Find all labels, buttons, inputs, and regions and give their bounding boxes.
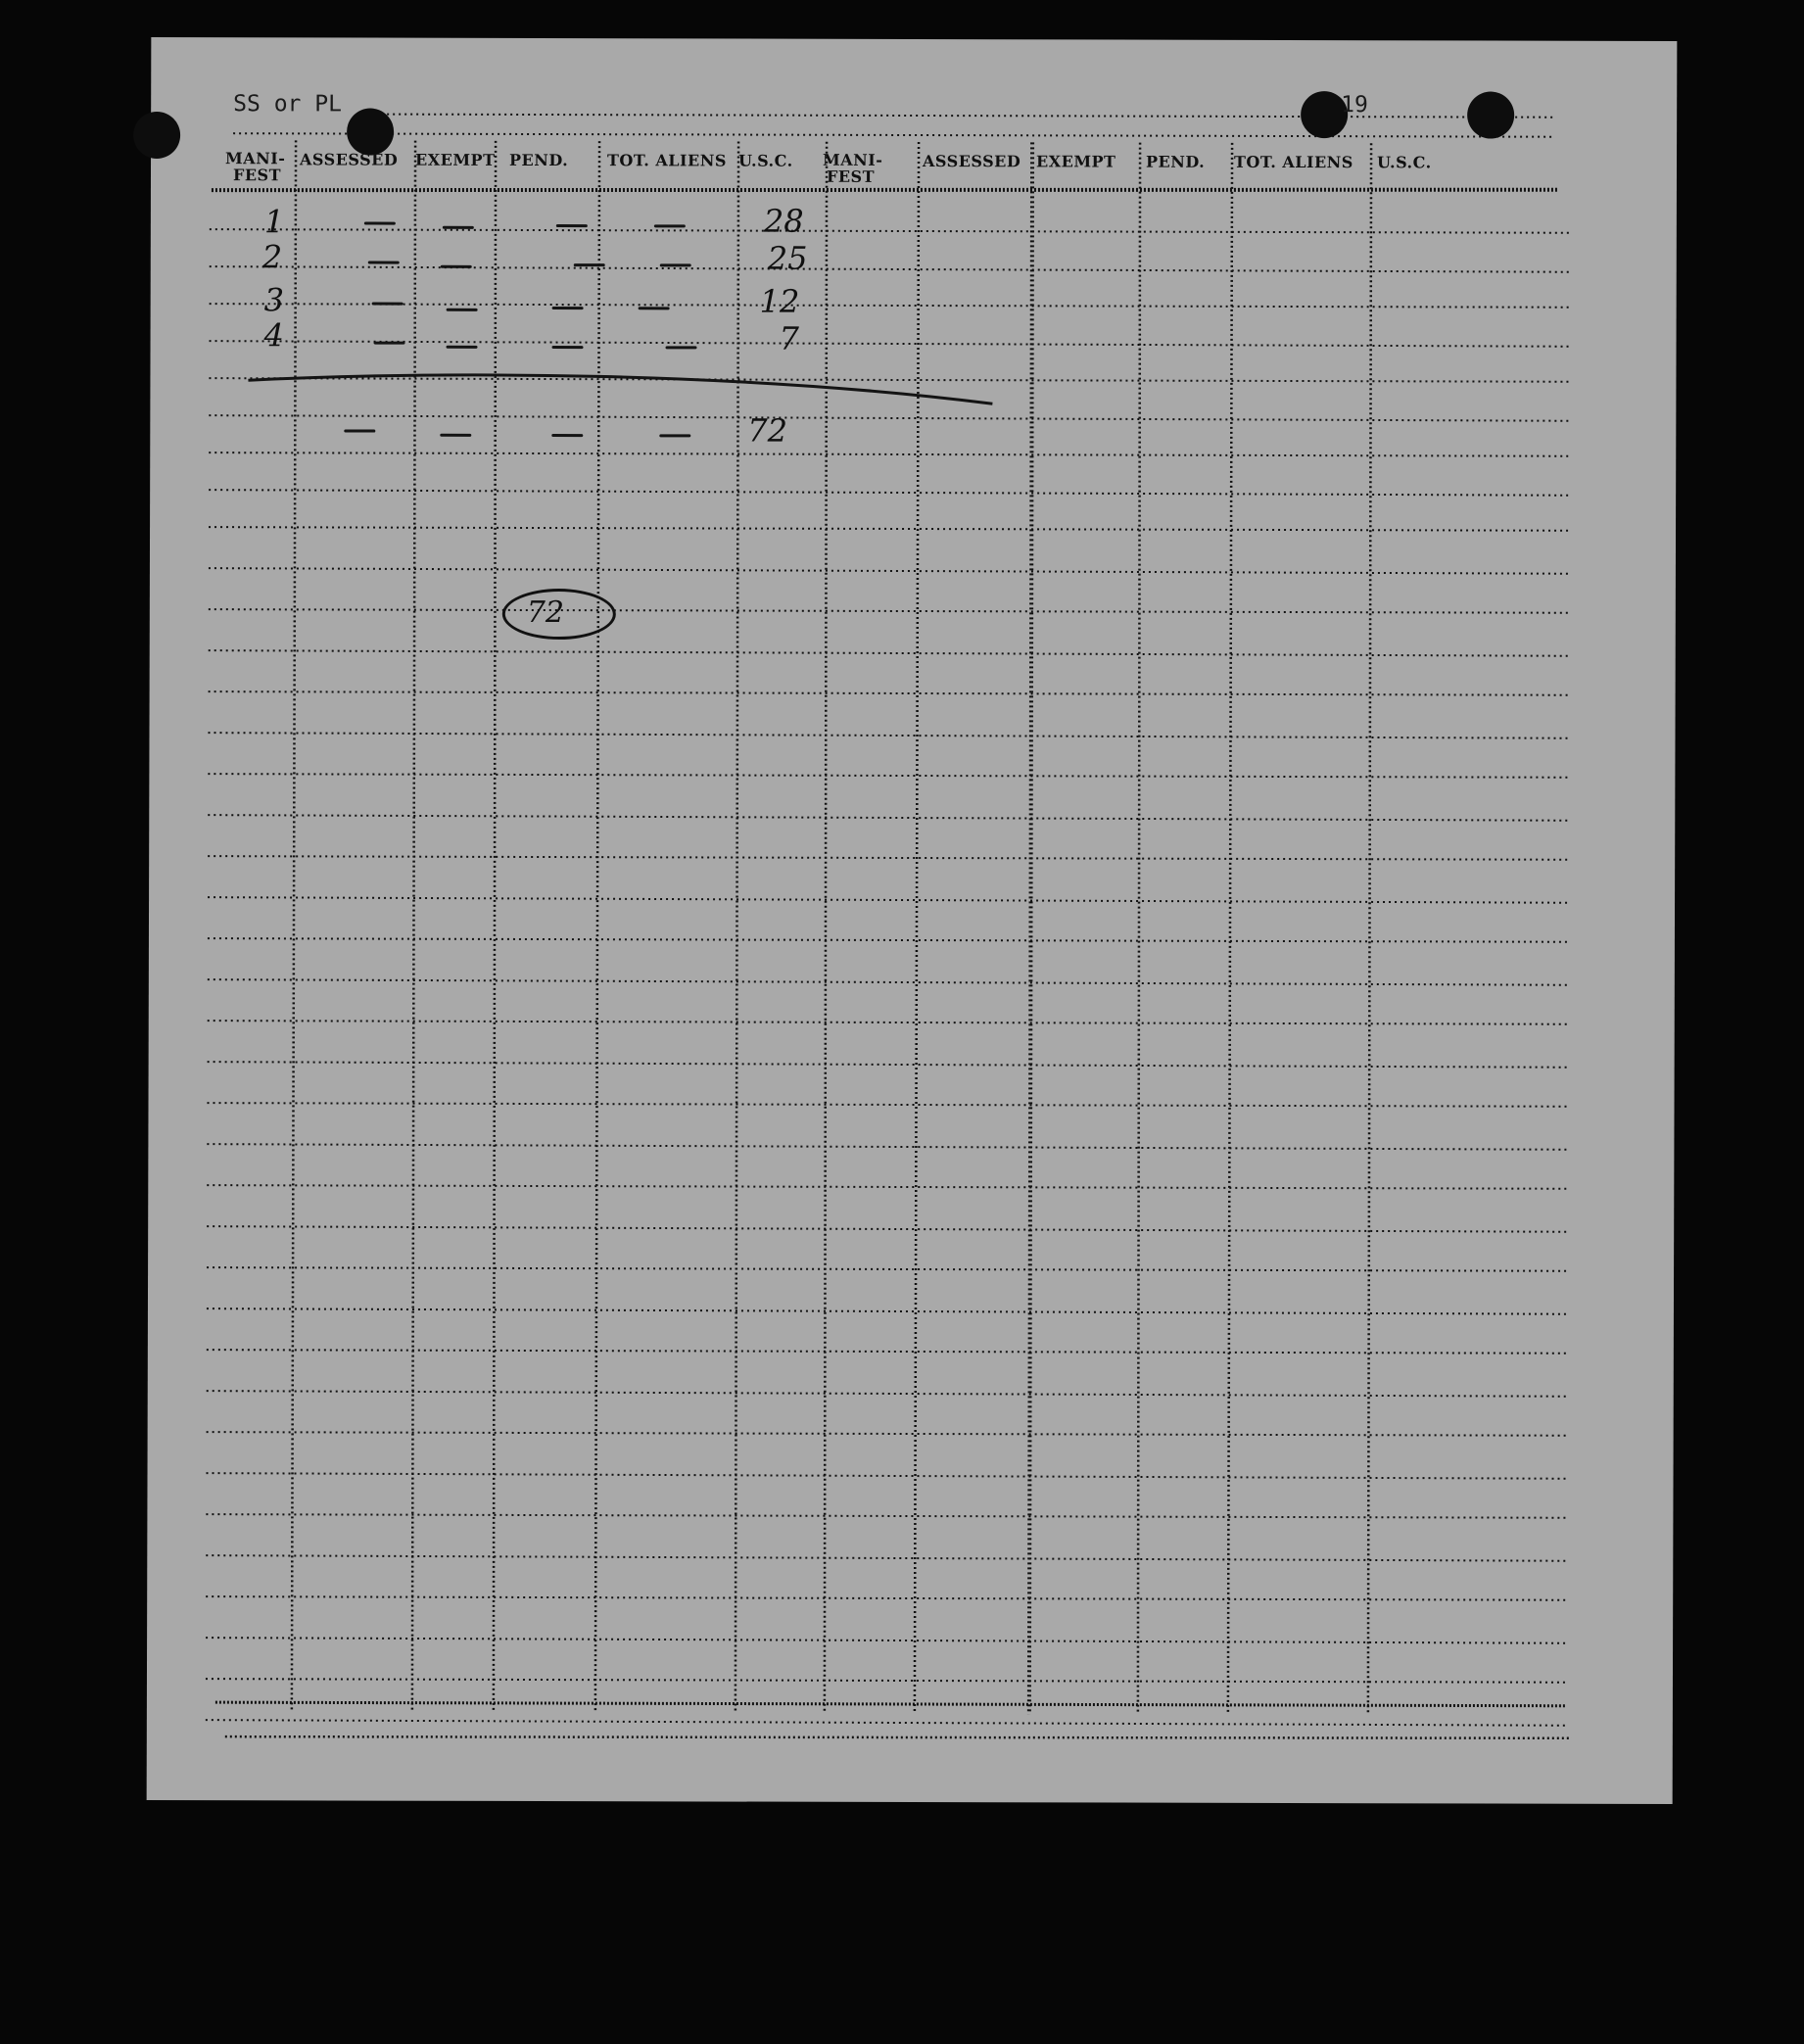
circled-total — [502, 589, 616, 640]
row-rule — [207, 1226, 1568, 1232]
entry-2-pend — [574, 263, 605, 266]
row-rule — [210, 229, 1571, 233]
row-rule — [209, 378, 1570, 382]
col-header-tot-aliens: TOT. ALIENS — [607, 151, 727, 170]
entry-3-assessed — [372, 303, 404, 306]
row-rule — [207, 1473, 1568, 1479]
row-rule — [207, 1267, 1568, 1271]
row-rule — [206, 1514, 1567, 1518]
total-exempt — [440, 434, 471, 437]
rule-top-2 — [233, 133, 1553, 137]
header-rule — [212, 186, 1559, 194]
entry-3-tot-aliens — [639, 307, 670, 309]
row-rule — [208, 774, 1569, 778]
row-rule — [208, 1021, 1569, 1024]
row-rule — [209, 609, 1570, 613]
entry-3-manifest: 3 — [263, 281, 285, 319]
sum-underline — [248, 374, 992, 404]
ship-label: SS or PL — [233, 91, 342, 118]
col-header-tot-aliens-2: TOT. ALIENS — [1234, 152, 1353, 172]
row-rule — [209, 527, 1570, 531]
col-header-usc-2: U.S.C. — [1377, 153, 1432, 172]
entry-3-usc: 12 — [759, 282, 800, 320]
total-assessed — [344, 429, 375, 432]
col-header-exempt: EXEMPT — [415, 150, 496, 169]
entry-4-usc: 7 — [779, 319, 799, 357]
row-rule — [209, 490, 1570, 496]
row-rule — [209, 691, 1570, 695]
col-header-manifest-2: MANI- FEST — [823, 150, 883, 186]
row-rule — [208, 733, 1569, 738]
row-rule — [210, 304, 1571, 308]
row-rule — [207, 1308, 1568, 1314]
entry-1-exempt — [443, 226, 474, 229]
entry-2-assessed — [368, 261, 400, 264]
row-rule — [208, 897, 1569, 903]
entry-4-assessed — [374, 342, 405, 345]
column-rule — [1136, 143, 1142, 1715]
row-rule — [206, 1555, 1567, 1561]
row-rule — [208, 938, 1569, 942]
row-rule — [208, 1103, 1569, 1107]
col-header-assessed: ASSESSED — [300, 150, 399, 169]
column-rule — [1367, 143, 1372, 1715]
punch-hole-center-left — [347, 108, 394, 155]
row-rule — [208, 856, 1569, 860]
col-header-assessed-2: ASSESSED — [923, 152, 1021, 171]
year-label: 19 — [1341, 92, 1368, 119]
column-rule — [915, 142, 919, 1714]
row-rule — [210, 341, 1571, 347]
row-rule — [208, 1062, 1569, 1068]
entry-1-assessed — [364, 222, 396, 225]
entry-1-pend — [556, 224, 588, 227]
row-rule — [210, 266, 1571, 272]
col-header-pend-2: PEND. — [1146, 152, 1206, 171]
total-tot-aliens — [659, 434, 690, 437]
row-rule — [207, 1185, 1568, 1189]
row-rule — [209, 415, 1570, 421]
column-rule — [735, 142, 739, 1714]
row-rule — [207, 1432, 1568, 1436]
entry-3-exempt — [447, 309, 478, 311]
total-usc: 72 — [747, 411, 788, 450]
entry-2-exempt — [441, 265, 472, 268]
row-rule — [209, 650, 1570, 656]
row-rule — [206, 1720, 1567, 1726]
entry-2-tot-aliens — [660, 263, 691, 266]
row-rule — [206, 1638, 1567, 1643]
column-rule — [1228, 143, 1232, 1715]
punch-hole-left — [133, 112, 180, 159]
entry-4-manifest: 4 — [263, 316, 284, 355]
entry-1-manifest: 1 — [263, 203, 285, 241]
entry-4-exempt — [447, 346, 478, 349]
column-rule — [292, 140, 296, 1712]
col-header-usc: U.S.C. — [738, 151, 793, 170]
row-rule — [207, 1350, 1568, 1354]
col-header-exempt-2: EXEMPT — [1036, 152, 1116, 171]
row-rule — [209, 568, 1570, 574]
entry-4-pend — [552, 346, 584, 349]
row-rule — [208, 979, 1569, 985]
entry-1-tot-aliens — [654, 224, 686, 227]
column-rule — [492, 141, 498, 1713]
row-rule — [208, 815, 1569, 821]
col-header-pend: PEND. — [509, 150, 569, 170]
form-sheet — [147, 37, 1678, 1804]
entry-1-usc: 28 — [763, 202, 804, 240]
entry-2-manifest: 2 — [261, 238, 283, 276]
row-rule — [207, 1144, 1568, 1150]
row-rule — [206, 1679, 1567, 1683]
punch-hole-right — [1467, 91, 1514, 138]
row-rule — [207, 1391, 1568, 1397]
column-rule — [823, 142, 829, 1714]
circled-total-value: 72 — [526, 594, 565, 631]
total-pend — [551, 434, 583, 437]
column-rule — [1028, 142, 1033, 1714]
rule-top — [381, 115, 1553, 118]
entry-3-pend — [552, 307, 584, 309]
bottom-rule-2 — [225, 1735, 1572, 1740]
entry-2-usc: 25 — [767, 239, 808, 277]
bottom-rule — [215, 1702, 1567, 1706]
entry-4-tot-aliens — [666, 346, 697, 349]
row-rule — [209, 452, 1570, 456]
col-header-manifest: MANI- FEST — [225, 149, 286, 185]
row-rule — [206, 1596, 1567, 1600]
